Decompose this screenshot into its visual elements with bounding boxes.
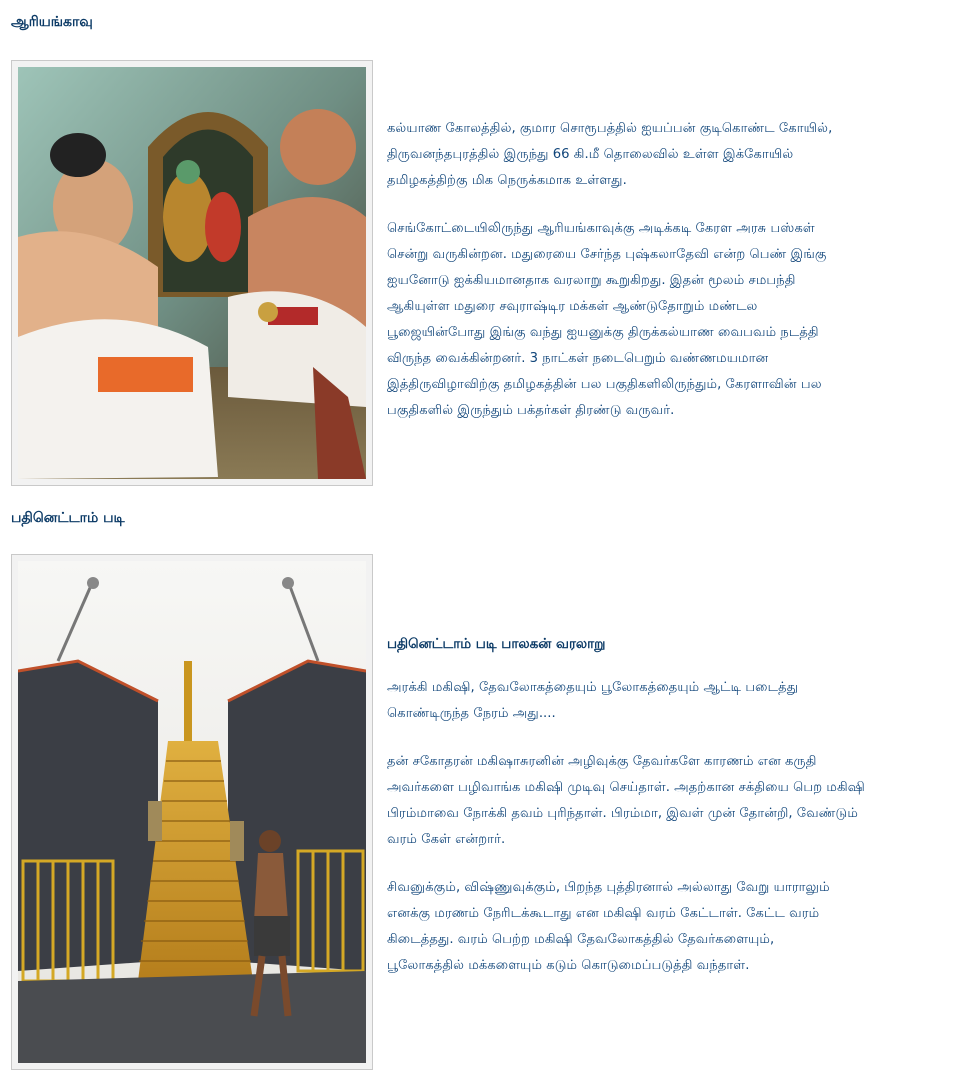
- paragraph: [387, 749, 960, 853]
- paragraph: [387, 675, 960, 727]
- text-line: அவர்களை பழிவாங்க மகிஷி முடிவு செய்தாள். அதற்கான சக்தியை பெற மகிஷி: [387, 780, 866, 795]
- text-line: திருவனந்தபுரத்தில் இருந்து 66 கி.மீ தொலைவில் உள்ள இக்கோயில்: [387, 147, 794, 162]
- ariyankavu-photo: [11, 60, 373, 486]
- text-line: விருந்த வைக்கின்றனர். 3 நாட்கள் நடைபெறும் வண்ணமயமான: [387, 351, 769, 366]
- text-line: எனக்கு மரணம் நேரிடக்கூடாது என மகிஷி வரம் கேட்டாள். கேட்ட வரம்: [387, 906, 820, 921]
- story-subheading: பதினெட்டாம் படி பாலகன் வரலாறு: [387, 636, 606, 652]
- paragraph: [387, 631, 960, 657]
- text-line: சிவனுக்கும், விஷ்ணுவுக்கும், பிறந்த புத்திரனால் அல்லாது வேறு யாராலும்: [387, 880, 830, 895]
- text-line: ஆகியுள்ள மதுரை சவுராஷ்டிர மக்கள் ஆண்டுதோறும் மண்டல: [387, 299, 758, 314]
- text-line: கல்யாண கோலத்தில், குமார சொரூபத்தில் ஐயப்பன் குடிகொண்ட கோயில்,: [387, 121, 833, 136]
- text-line: வரம் கேள் என்றார்.: [387, 832, 506, 847]
- section-heading-ariyankavu: ஆரியங்காவு: [11, 14, 93, 30]
- ariyankavu-text: [387, 116, 960, 446]
- paragraph: [387, 116, 960, 194]
- text-line: செங்கோட்டையிலிருந்து ஆரியங்காவுக்கு அடிக்கடி கேரள அரசு பஸ்கள்: [387, 221, 815, 236]
- priest-pooja-image: [18, 67, 366, 479]
- section-heading-pathinettam-padi: பதினெட்டாம் படி: [11, 510, 125, 526]
- text-line: ஐயனோடு ஐக்கியமானதாக வரலாறு கூறுகிறது. இதன் மூலம் சமபந்தி: [387, 273, 796, 288]
- paragraph: [387, 875, 960, 979]
- text-line: இத்திருவிழாவிற்கு தமிழகத்தின் பல பகுதிகளிலிருந்தும், கேரளாவின் பல: [387, 377, 822, 392]
- pathinettam-padi-text: [387, 631, 960, 1001]
- paragraph: [387, 216, 960, 424]
- text-line: சென்று வருகின்றன. மதுரையை சேர்ந்த புஷ்கலாதேவி என்ற பெண் இங்கு: [387, 247, 827, 262]
- eighteen-steps-photo: [11, 554, 373, 1070]
- text-line: பிரம்மாவை நோக்கி தவம் புரிந்தாள். பிரம்மா, இவள் முன் தோன்றி, வேண்டும்: [387, 806, 858, 821]
- text-line: தன் சகோதரன் மகிஷாசுரனின் அழிவுக்கு தேவர்களே காரணம் என கருதி: [387, 754, 817, 769]
- text-line: பூலோகத்தில் மக்களையும் கடும் கொடுமைப்படுத்தி வந்தாள்.: [387, 958, 750, 973]
- text-line: பகுதிகளில் இருந்தும் பக்தர்கள் திரண்டு வருவர்.: [387, 403, 675, 418]
- text-line: அரக்கி மகிஷி, தேவலோகத்தையும் பூலோகத்தையும் ஆட்டி படைத்து: [387, 680, 799, 695]
- text-line: கொண்டிருந்த நேரம் அது....: [387, 706, 556, 721]
- text-line: கிடைத்தது. வரம் பெற்ற மகிஷி தேவலோகத்தில் தேவர்களையும்,: [387, 932, 775, 947]
- golden-steps-image: [18, 561, 366, 1063]
- text-line: தமிழகத்திற்கு மிக நெருக்கமாக உள்ளது.: [387, 173, 627, 188]
- text-line: பூஜையின்போது இங்கு வந்து ஐயனுக்கு திருக்கல்யாண வைபவம் நடத்தி: [387, 325, 819, 340]
